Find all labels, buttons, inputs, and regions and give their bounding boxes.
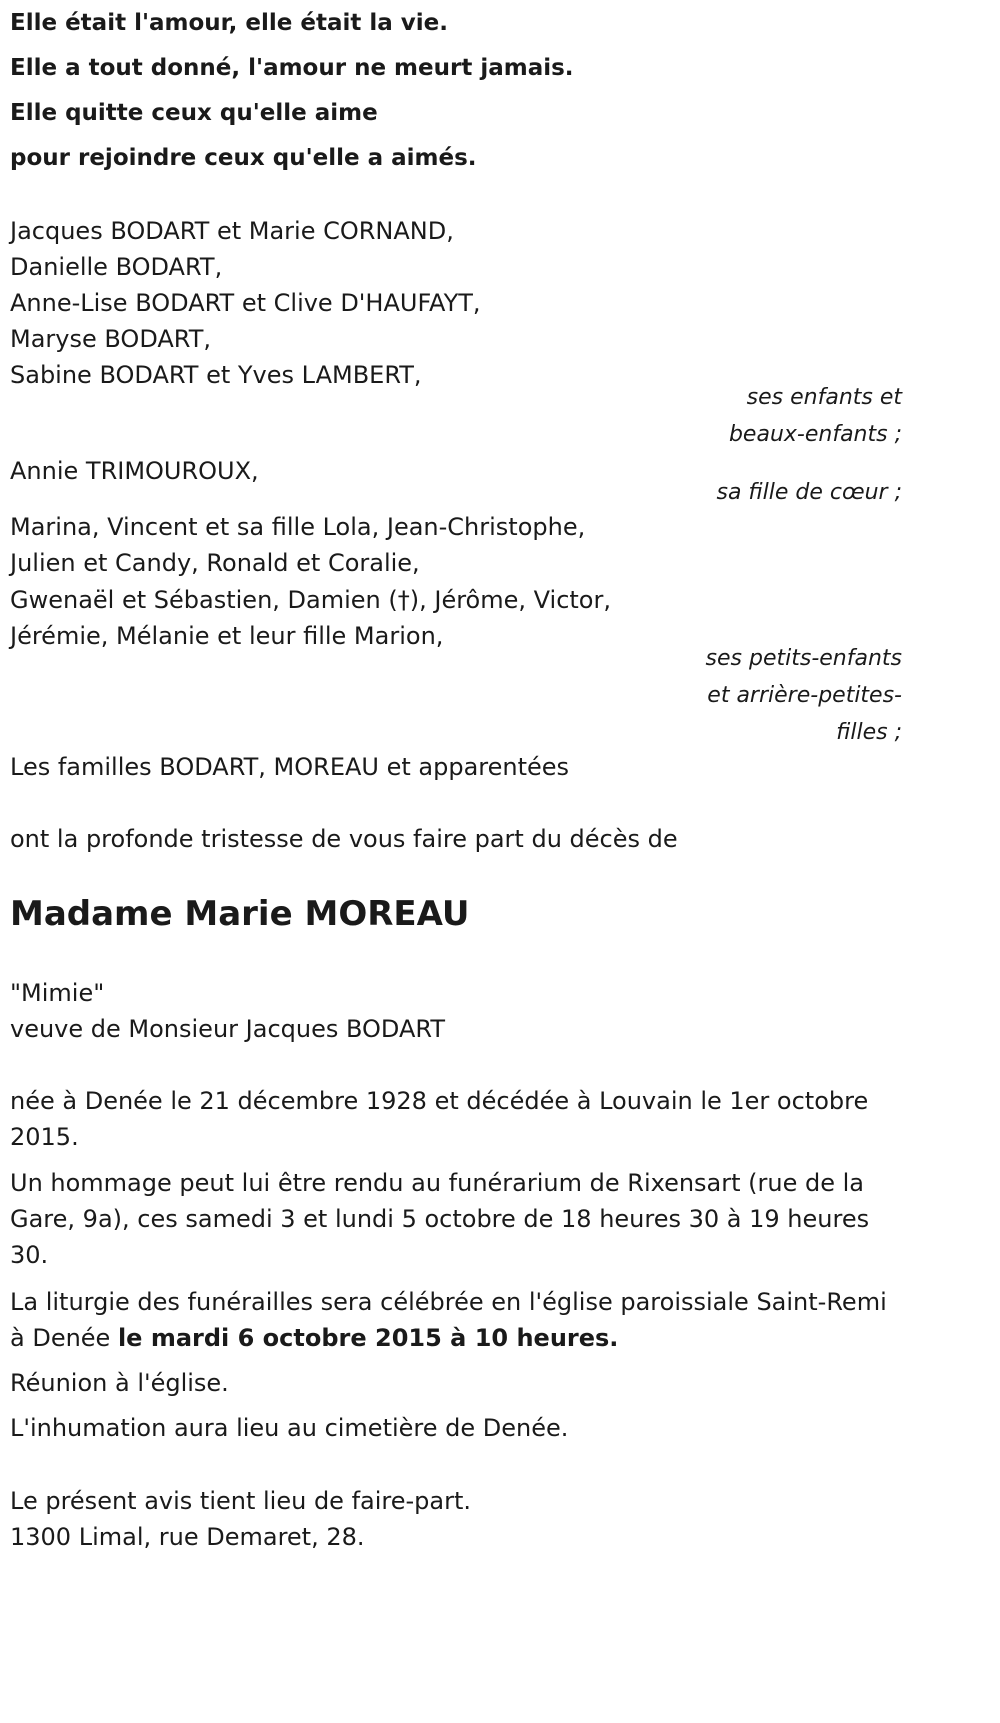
heart-daughter-relation: sa fille de cœur ; xyxy=(716,480,902,505)
poem-line-2: Elle a tout donné, l'amour ne meurt jamais. xyxy=(10,55,574,81)
poem-line-3: Elle quitte ceux qu'elle aime xyxy=(10,100,378,126)
nickname: "Mimie" xyxy=(10,979,105,1007)
families-line: Les familles BODART, MOREAU et apparentées xyxy=(10,753,570,781)
poem-line-4: pour rejoindre ceux qu'elle a aimés. xyxy=(10,145,477,171)
liturgy-date: le mardi 6 octobre 2015 à 10 heures. xyxy=(117,1324,619,1352)
liturgy-paragraph xyxy=(10,1284,902,1356)
deceased-name: Madame Marie MOREAU xyxy=(10,894,470,934)
liturgy-text: La liturgie des funérailles sera célébrée en l'église paroissiale Saint-Remi à Denée xyxy=(10,1288,887,1352)
children-line-3: Anne-Lise BODART et Clive D'HAUFAYT, xyxy=(10,289,481,317)
grandchildren-line-1: Marina, Vincent et sa fille Lola, Jean-Christophe, xyxy=(10,513,586,541)
poem-line-1: Elle était l'amour, elle était la vie. xyxy=(10,10,448,36)
announcement-line: ont la profonde tristesse de vous faire part du décès de xyxy=(10,825,678,853)
children-line-2: Danielle BODART, xyxy=(10,253,223,281)
birth-death-paragraph: née à Denée le 21 décembre 1928 et décédée à Louvain le 1er octobre 2015. xyxy=(10,1087,869,1151)
grandchildren-line-3: Gwenaël et Sébastien, Damien (†), Jérôme, Victor, xyxy=(10,586,611,614)
grandchildren-relation-line-1: ses petits-enfants xyxy=(705,646,902,671)
children-line-5: Sabine BODART et Yves LAMBERT, xyxy=(10,361,422,389)
burial-line: L'inhumation aura lieu au cimetière de Denée. xyxy=(10,1414,569,1442)
children-line-1: Jacques BODART et Marie CORNAND, xyxy=(10,217,454,245)
grandchildren-line-2: Julien et Candy, Ronald et Coralie, xyxy=(10,549,420,577)
meeting-line: Réunion à l'église. xyxy=(10,1369,229,1397)
notice-line: Le présent avis tient lieu de faire-part. xyxy=(10,1487,472,1515)
children-line-4: Maryse BODART, xyxy=(10,325,212,353)
address-line: 1300 Limal, rue Demaret, 28. xyxy=(10,1523,365,1551)
children-relation-line-1: ses enfants et xyxy=(746,385,902,410)
grandchildren-line-4: Jérémie, Mélanie et leur fille Marion, xyxy=(10,622,444,650)
grandchildren-relation-line-3: filles ; xyxy=(836,720,902,745)
grandchildren-relation-line-2: et arrière-petites- xyxy=(707,683,902,708)
children-relation-line-2: beaux-enfants ; xyxy=(728,422,902,447)
tribute-paragraph: Un hommage peut lui être rendu au funérarium de Rixensart (rue de la Gare, 9a), ces samedi 3 et lundi 5 octobre de 18 heures 30 à 19 heures 30. xyxy=(10,1169,870,1269)
widow-of: veuve de Monsieur Jacques BODART xyxy=(10,1015,445,1043)
heart-daughter: Annie TRIMOUROUX, xyxy=(10,457,259,485)
